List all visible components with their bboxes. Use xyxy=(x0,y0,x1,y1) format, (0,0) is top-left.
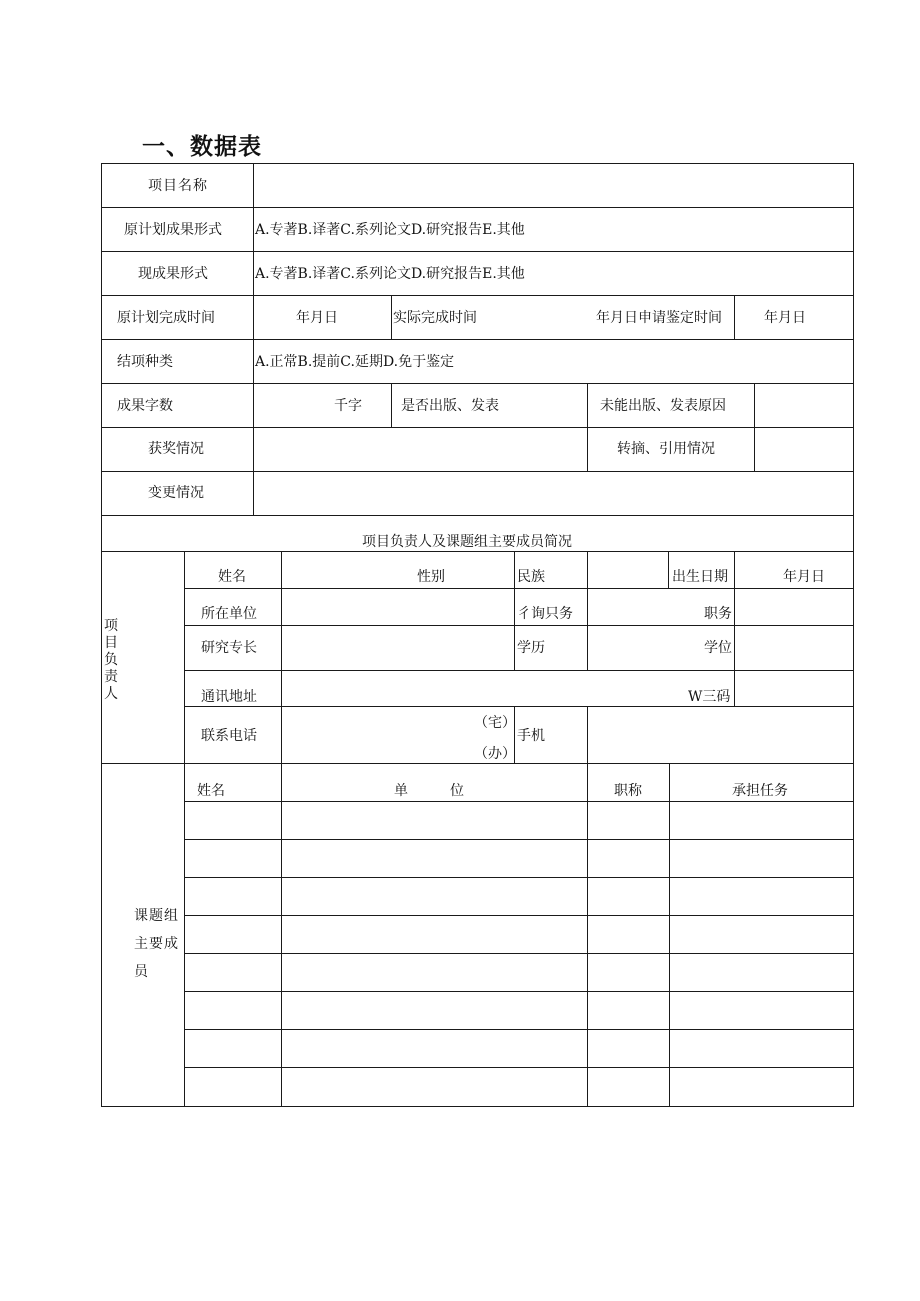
leader-education-label: 学历 xyxy=(517,640,545,656)
leader-unit-label: 所在单位 xyxy=(201,606,257,622)
members-task-label: 承担任务 xyxy=(732,783,788,799)
page-title: 一、数据表 xyxy=(142,134,262,160)
grid-line xyxy=(587,706,588,764)
close-type-label: 结项种类 xyxy=(117,354,173,370)
grid-line xyxy=(587,383,588,472)
grid-line xyxy=(101,551,854,552)
grid-line xyxy=(587,763,588,1107)
grid-line xyxy=(101,763,854,764)
grid-line xyxy=(184,877,854,878)
grid-line xyxy=(184,670,854,671)
grid-line xyxy=(391,383,392,428)
leader-title-label: 彳询只务 xyxy=(517,606,573,622)
grid-line xyxy=(184,915,854,916)
grid-line xyxy=(184,839,854,840)
grid-line xyxy=(184,588,854,589)
leader-degree-label: 学位 xyxy=(704,640,732,656)
grid-line xyxy=(184,706,854,707)
orig-time-label: 原计划完成时间 xyxy=(117,310,215,326)
grid-line xyxy=(184,625,854,626)
leader-address-label: 通讯地址 xyxy=(201,689,257,705)
grid-line xyxy=(253,163,254,516)
grid-line xyxy=(184,1029,854,1030)
grid-line xyxy=(101,383,854,384)
grid-line xyxy=(101,295,854,296)
published-label: 是否出版、发表 xyxy=(401,398,499,414)
members-rank-label: 职称 xyxy=(614,783,642,799)
word-count-label: 成果字数 xyxy=(117,398,173,414)
members-side-label: 课题组主要成员 xyxy=(134,908,179,980)
grid-line xyxy=(669,763,670,1107)
project-name-label: 项目名称 xyxy=(148,178,208,194)
leader-birth-value: 年月日 xyxy=(783,569,825,585)
grid-line xyxy=(101,251,854,252)
orig-form-label: 原计划成果形式 xyxy=(124,222,222,238)
grid-line xyxy=(281,551,282,707)
grid-line xyxy=(668,551,669,589)
grid-line xyxy=(101,163,854,164)
not-published-label: 未能出版、发表原因 xyxy=(600,398,726,414)
leader-office-label: （办） xyxy=(474,746,516,762)
change-label: 变更情况 xyxy=(148,485,204,501)
grid-line xyxy=(101,515,854,516)
grid-line xyxy=(734,551,735,707)
grid-line xyxy=(184,953,854,954)
leader-specialty-label: 研究专长 xyxy=(201,640,257,656)
grid-line xyxy=(101,471,854,472)
leader-name-label: 姓名 xyxy=(218,569,246,585)
actual-time-value: 年月日申请鉴定时间 xyxy=(596,310,722,326)
grid-line xyxy=(184,991,854,992)
grid-line xyxy=(184,1067,854,1068)
orig-time-value: 年月日 xyxy=(296,310,338,326)
leader-ethnic-label: 民族 xyxy=(517,569,545,585)
members-unit-label: 单 位 xyxy=(394,783,464,799)
actual-time-label: 实际完成时间 xyxy=(393,310,477,326)
leader-position-label: 职务 xyxy=(704,606,732,622)
close-type-options: A.正常B.提前C.延期D.免于鉴定 xyxy=(255,354,455,370)
word-count-unit: 千字 xyxy=(334,398,362,414)
grid-line xyxy=(184,801,854,802)
orig-form-options: A.专著B.译著C.系列论文D.研究报告E.其他 xyxy=(255,222,525,238)
leader-home-label: （宅） xyxy=(474,715,516,731)
grid-line xyxy=(281,706,282,764)
grid-line xyxy=(514,551,515,671)
curr-form-options: A.专著B.译著C.系列论文D.研究报告E.其他 xyxy=(255,266,525,282)
grid-line xyxy=(734,295,735,340)
award-label: 获奖情况 xyxy=(148,441,204,457)
members-name-label: 姓名 xyxy=(197,783,225,799)
grid-line xyxy=(101,207,854,208)
apply-time-value: 年月日 xyxy=(764,310,806,326)
section-title: 项目负责人及课题组主要成员简况 xyxy=(362,534,572,550)
curr-form-label: 现成果形式 xyxy=(138,266,208,282)
grid-line xyxy=(184,551,185,1107)
grid-line xyxy=(391,295,392,340)
grid-line xyxy=(101,163,102,1107)
grid-line xyxy=(101,1106,854,1107)
grid-line xyxy=(754,383,755,472)
grid-line xyxy=(281,763,282,1107)
citation-label: 转摘、引用情况 xyxy=(617,441,715,457)
grid-line xyxy=(587,551,588,671)
leader-phone-label: 联系电话 xyxy=(201,728,257,744)
grid-line xyxy=(101,427,854,428)
leader-gender-label: 性别 xyxy=(417,569,445,585)
grid-line xyxy=(101,339,854,340)
leader-side-label: 项目负责人 xyxy=(104,618,118,702)
leader-mobile-label: 手机 xyxy=(517,728,545,744)
leader-postcode-label: W三码 xyxy=(688,689,731,705)
leader-birth-label: 出生日期 xyxy=(672,569,728,585)
grid-line xyxy=(853,163,854,1107)
